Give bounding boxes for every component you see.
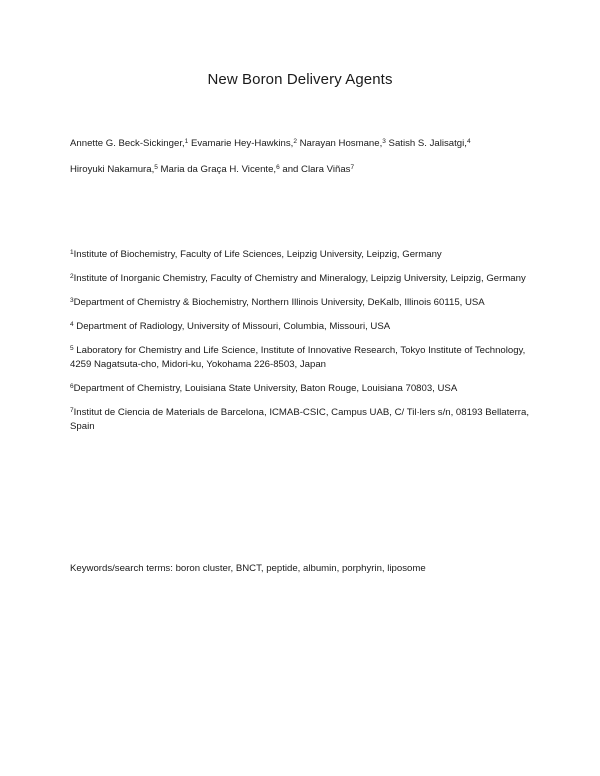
author-line-2 bbox=[70, 157, 540, 183]
author: Satish S. Jalisatgi,$^4$ bbox=[385, 138, 471, 149]
affiliation: $^5$ Laboratory for Chemistry and Life Science, Institute of Innovative Research, Tokyo Institute of Technology, 4259 Nagatsuta‑cho, Midori‑ku, Yokohama 226‑8503, Japan bbox=[70, 345, 526, 370]
author: Narayan Hosmane,$^3$ bbox=[296, 138, 386, 149]
affiliation: $^1$Institute of Biochemistry, Faculty of Life Sciences, Leipzig University, Leipzig, Germany bbox=[70, 249, 442, 260]
affiliation: $^3$Department of Chemistry & Biochemistry, Northern Illinois University, DeKalb, Illinois 60115, USA bbox=[70, 297, 485, 308]
keywords: Keywords/search terms: boron cluster, BNCT, peptide, albumin, porphyrin, liposome bbox=[70, 563, 426, 574]
page-title: New Boron Delivery Agents bbox=[207, 71, 393, 88]
affiliation: $^6$Department of Chemistry, Louisiana State University, Baton Rouge, Louisiana 70803, USA bbox=[70, 383, 458, 394]
affiliation: $^4$ Department of Radiology, University of Missouri, Columbia, Missouri, USA bbox=[70, 321, 391, 332]
author-line-1 bbox=[70, 131, 540, 157]
affiliation: $^2$Institute of Inorganic Chemistry, Faculty of Chemistry and Mineralogy, Leipzig University, Leipzig, Germany bbox=[70, 273, 526, 284]
author-list bbox=[70, 131, 540, 183]
affiliation: $^7$Institut de Ciencia de Materials de Barcelona, ICMAB-CSIC, Campus UAB, C/ Til·lers s/n, 08193 Bellaterra, Spain bbox=[70, 407, 529, 432]
author: Hiroyuki Nakamura,$^5$ bbox=[70, 164, 158, 175]
affiliation-list bbox=[70, 248, 540, 444]
author: Evamarie Hey-Hawkins,$^2$ bbox=[188, 138, 297, 149]
author: and Clara Viñas$^7$ bbox=[279, 164, 355, 175]
author: Annette G. Beck-Sickinger,$^1$ bbox=[70, 138, 189, 149]
author: Maria da Graça H. Vicente,$^6$ bbox=[157, 164, 280, 175]
